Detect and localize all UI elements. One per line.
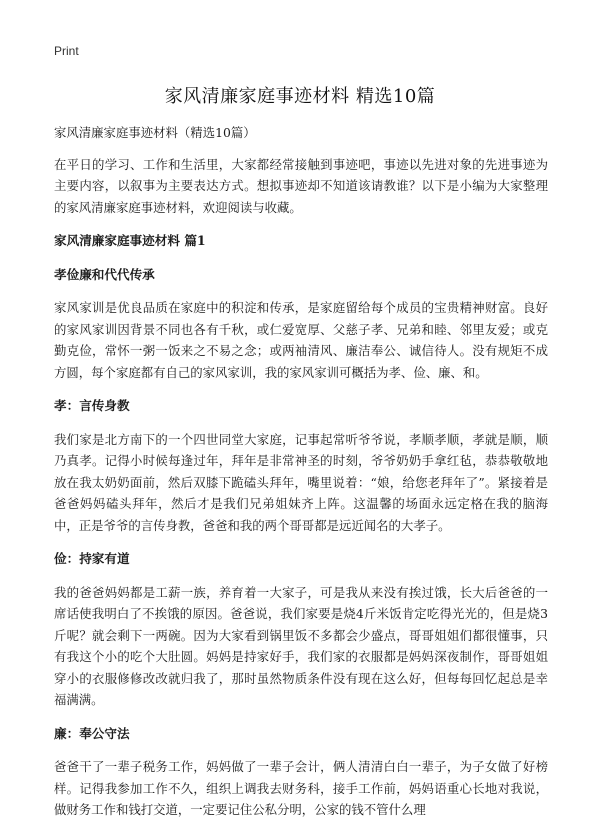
- intro-paragraph: 在平日的学习、工作和生活里，大家都经常接触到事迹吧，事迹以先进对象的先进事迹为主要内容，以叙事为主要表达方式。想拟事迹却不知道该请教谁？以下是小编为大家整理的家风清廉家庭事迹材料，欢迎阅读与收藏。: [54, 156, 548, 215]
- block-paragraph-4: 爸爸干了一辈子税务工作，妈妈做了一辈子会计，俩人清清白白一辈子，为子女做了好榜样。记得我参加工作不久，组织上调我去财务科，接手工作前，妈妈语重心长地对我说，做财务工作和钱打交道，一定要记住公私分明，公家的钱不管什么理: [54, 759, 548, 817]
- block-heading-4: 廉：奉公守法: [54, 725, 130, 741]
- block-heading-2: 孝：言传身教: [54, 398, 130, 413]
- block-heading-1: 孝俭廉和代代传承: [54, 266, 155, 282]
- section-heading: 家风清廉家庭事迹材料 篇1: [54, 233, 206, 248]
- document-body: [54, 122, 548, 833]
- print-link[interactable]: Print: [54, 44, 79, 58]
- block-paragraph-1: 家风家训是优良品质在家庭中的积淀和传承，是家庭留给每个成员的宝贵精神财富。良好的家风家训因背景不同也各有千秋，或仁爱宽厚、父慈子孝、兄弟和睦、邻里友爱；或克勤克俭，常怀一粥一饭来之不易之念；或两袖清风、廉洁奉公、诚信待人。没有规矩不成方圆，每个家庭都有自己的家风家训，我的家风家训可概括为孝、俭、廉、和。: [54, 300, 548, 380]
- document-subtitle: 家风清廉家庭事迹材料（精选10篇）: [54, 125, 256, 140]
- block-paragraph-3: 我的爸爸妈妈都是工薪一族，养育着一大家子，可是我从来没有挨过饿，长大后爸爸的一席话使我明白了不挨饿的原因。爸爸说，我们家要是烧4斤米饭肯定吃得光光的，但是烧3斤呢？就会剩下一两碗。因为大家看到锅里饭不多都会少盛点，哥哥姐姐们都很懂事，只有我这个小的吃个大肚圆。妈妈是持家好手，我们家的衣服都是妈妈深夜制作，哥哥姐姐穿小的衣服修修改改就归我了，那时虽然物质条件没有现在这么好，但每每回忆起总是幸福满满。: [54, 584, 548, 707]
- block-heading-3: 俭：持家有道: [54, 551, 130, 566]
- block-paragraph-2: 我们家是北方南下的一个四世同堂大家庭，记事起常听爷爷说，孝顺孝顺，孝就是顺，顺乃真孝。记得小时候每逢过年，拜年是非常神圣的时刻，爷爷奶奶手拿红毡，恭恭敬敬地放在我太奶奶面前，然后双膝下跪磕头拜年，嘴里说着：“娘，给您老拜年了”。紧接着是爸爸妈妈磕头拜年，然后才是我们兄弟姐妹齐上阵。这温馨的场面永远定格在我的脑海中，正是爷爷的言传身教，爸爸和我的两个哥哥都是远近闻名的大孝子。: [54, 431, 548, 533]
- document-title: 家风清廉家庭事迹材料 精选10篇: [164, 86, 436, 107]
